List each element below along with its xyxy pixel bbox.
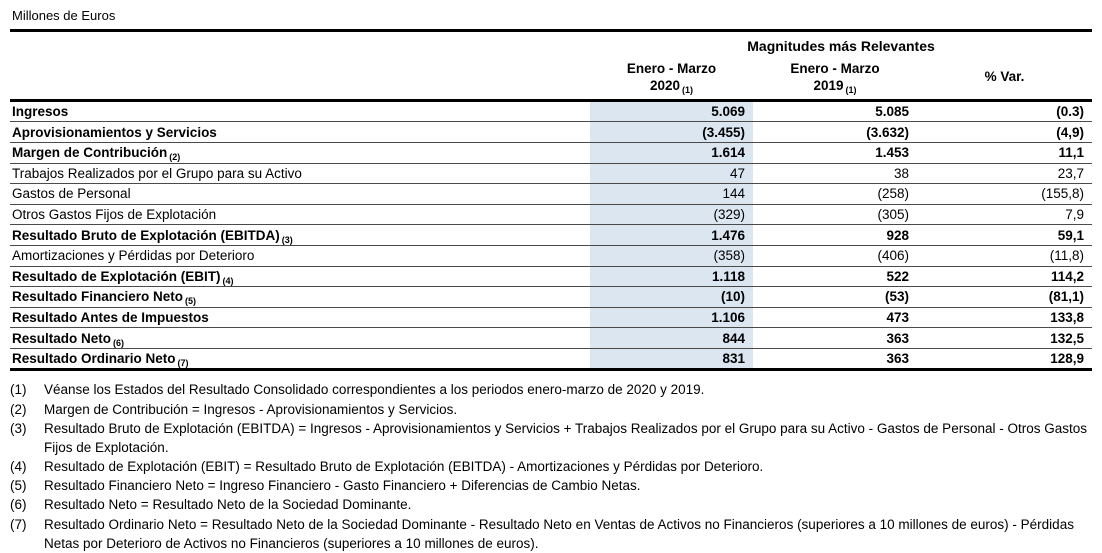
row-label-text: Resultado Bruto de Explotación (EBITDA) [12, 227, 280, 243]
value-2020: 47 [590, 163, 753, 184]
row-label [10, 122, 590, 143]
row-note: (4) [222, 275, 234, 286]
value-2020: (358) [590, 245, 753, 266]
row-label-text: Resultado de Explotación (EBIT) [12, 268, 221, 284]
row-label-text: Gastos de Personal [12, 186, 131, 202]
footnote-number: (3) [10, 420, 27, 436]
value-2019: (406) [753, 245, 917, 266]
table-row [10, 266, 1092, 287]
footnote-text: Margen de Contribución = Ingresos - Aprovisionamientos y Servicios. [44, 401, 458, 417]
table-row [10, 245, 1092, 266]
value-2020: 1.614 [590, 142, 753, 163]
table-row [10, 328, 1092, 349]
value-2019: 363 [753, 328, 917, 349]
group-header-row [10, 34, 1092, 58]
row-note: (6) [113, 337, 125, 348]
column-header-row [10, 58, 1092, 100]
value-2020: 1.476 [590, 225, 753, 246]
footnote-number: (1) [10, 382, 27, 398]
row-label [10, 348, 590, 370]
table-row [10, 163, 1092, 184]
value-2019: (258) [753, 184, 917, 205]
row-note: (2) [169, 152, 181, 163]
column-header-2019-note: (1) [845, 84, 857, 95]
value-2019: 1.453 [753, 142, 917, 163]
row-label [10, 287, 590, 308]
value-2019: 928 [753, 225, 917, 246]
value-var: 7,9 [917, 204, 1092, 225]
value-var: 23,7 [917, 163, 1092, 184]
value-2020: 144 [590, 184, 753, 205]
table-row [10, 348, 1092, 370]
footnote [10, 457, 1098, 476]
value-2019: 5.085 [753, 100, 917, 122]
row-label [10, 184, 590, 205]
table-row [10, 184, 1092, 205]
row-label-text: Resultado Ordinario Neto [12, 351, 176, 367]
footnote [10, 495, 1098, 514]
footnote-text: Resultado Bruto de Explotación (EBITDA) = Ingresos - Aprovisionamientos y Servicios + Trabajos Realizados por el Grupo para su Activo - Gastos de Personal - Otros Gastos Fijos de Explotación. [44, 420, 1087, 455]
column-header-2019-year: 2019 [813, 77, 844, 93]
value-var: 114,2 [917, 266, 1092, 287]
unit-label: Millones de Euros [10, 6, 1092, 32]
footnote-number: (5) [10, 478, 27, 494]
row-label [10, 204, 590, 225]
column-header-2020-note: (1) [682, 84, 694, 95]
value-2020: 844 [590, 328, 753, 349]
row-label [10, 100, 590, 122]
footnote-number: (4) [10, 459, 27, 475]
value-var: (0.3) [917, 100, 1092, 122]
table-row [10, 122, 1092, 143]
table-row [10, 100, 1092, 122]
value-2019: 473 [753, 307, 917, 328]
footnote [10, 515, 1098, 553]
column-header-2020-year: 2020 [649, 77, 681, 93]
value-var: 11,1 [917, 142, 1092, 163]
footnote [10, 419, 1098, 457]
footnote-number: (2) [10, 401, 27, 417]
value-var: 128,9 [917, 348, 1092, 370]
value-var: (4,9) [917, 122, 1092, 143]
value-var: (11,8) [917, 245, 1092, 266]
value-2020: 1.106 [590, 307, 753, 328]
value-2020: (10) [590, 287, 753, 308]
row-label-text: Resultado Financiero Neto [12, 289, 184, 305]
column-header-empty [10, 58, 590, 100]
table-row [10, 142, 1092, 163]
value-var: (81,1) [917, 287, 1092, 308]
table-row [10, 225, 1092, 246]
value-2020: 1.118 [590, 266, 753, 287]
column-header-2020 [590, 58, 753, 100]
footnotes [10, 380, 1098, 552]
column-header-2020-line1: Enero - Marzo [626, 61, 717, 76]
row-label-text: Resultado Antes de Impuestos [12, 309, 209, 325]
footnote [10, 476, 1098, 495]
footnote-number: (7) [10, 516, 27, 532]
footnote-text: Resultado Financiero Neto = Ingreso Financiero - Gasto Financiero + Diferencias de Cambio Netas. [44, 478, 641, 494]
value-var: (155,8) [917, 184, 1092, 205]
footnote [10, 400, 1098, 419]
row-label [10, 266, 590, 287]
table-row [10, 307, 1092, 328]
financial-table [10, 34, 1092, 371]
row-label-text: Aprovisionamientos y Servicios [12, 124, 217, 140]
value-var: 133,8 [917, 307, 1092, 328]
row-label [10, 328, 590, 349]
row-label-text: Margen de Contribución [12, 145, 168, 161]
value-var: 132,5 [917, 328, 1092, 349]
row-label [10, 225, 590, 246]
column-header-2019 [753, 58, 917, 100]
row-note: (5) [185, 296, 197, 307]
value-2019: (3.632) [753, 122, 917, 143]
footnote [10, 380, 1098, 399]
row-label [10, 307, 590, 328]
row-label [10, 142, 590, 163]
row-note: (7) [177, 358, 189, 369]
footnote-number: (6) [10, 497, 27, 513]
footnote-text: Véanse los Estados del Resultado Consolidado correspondientes a los periodos enero-marzo de 2020 y 2019. [44, 382, 705, 398]
value-var: 59,1 [917, 225, 1092, 246]
column-header-var: % Var. [917, 58, 1092, 100]
value-2019: 38 [753, 163, 917, 184]
value-2020: (329) [590, 204, 753, 225]
row-label-text: Resultado Neto [12, 330, 112, 346]
value-2019: 522 [753, 266, 917, 287]
row-label-text: Ingresos [12, 104, 69, 120]
table-row [10, 204, 1092, 225]
row-label [10, 245, 590, 266]
footnote-text: Resultado Neto = Resultado Neto de la Sociedad Dominante. [44, 497, 412, 513]
group-header-spacer [10, 34, 590, 58]
row-label-text: Otros Gastos Fijos de Explotación [12, 207, 217, 223]
table-group-header: Magnitudes más Relevantes [747, 38, 935, 54]
table-row [10, 287, 1092, 308]
row-label-text: Amortizaciones y Pérdidas por Deterioro [12, 248, 255, 264]
value-2020: 831 [590, 348, 753, 370]
footnote-text: Resultado de Explotación (EBIT) = Resultado Bruto de Explotación (EBITDA) - Amortizaciones y Pérdidas por Deterioro. [44, 459, 764, 475]
footnote-text: Resultado Ordinario Neto = Resultado Neto de la Sociedad Dominante - Resultado Neto en Ventas de Activos no Financieros (superiores a 10 millones de euros) - Pérdidas Netas por Deterioro de Activos no Financieros (superiores a 10 millones de euros). [44, 516, 1074, 551]
value-2020: 5.069 [590, 100, 753, 122]
value-2019: (53) [753, 287, 917, 308]
row-note: (3) [281, 234, 293, 245]
row-label [10, 163, 590, 184]
column-header-2019-line1: Enero - Marzo [790, 61, 880, 76]
value-2019: (305) [753, 204, 917, 225]
value-2019: 363 [753, 348, 917, 370]
row-label-text: Trabajos Realizados por el Grupo para su Activo [12, 165, 302, 181]
value-2020: (3.455) [590, 122, 753, 143]
